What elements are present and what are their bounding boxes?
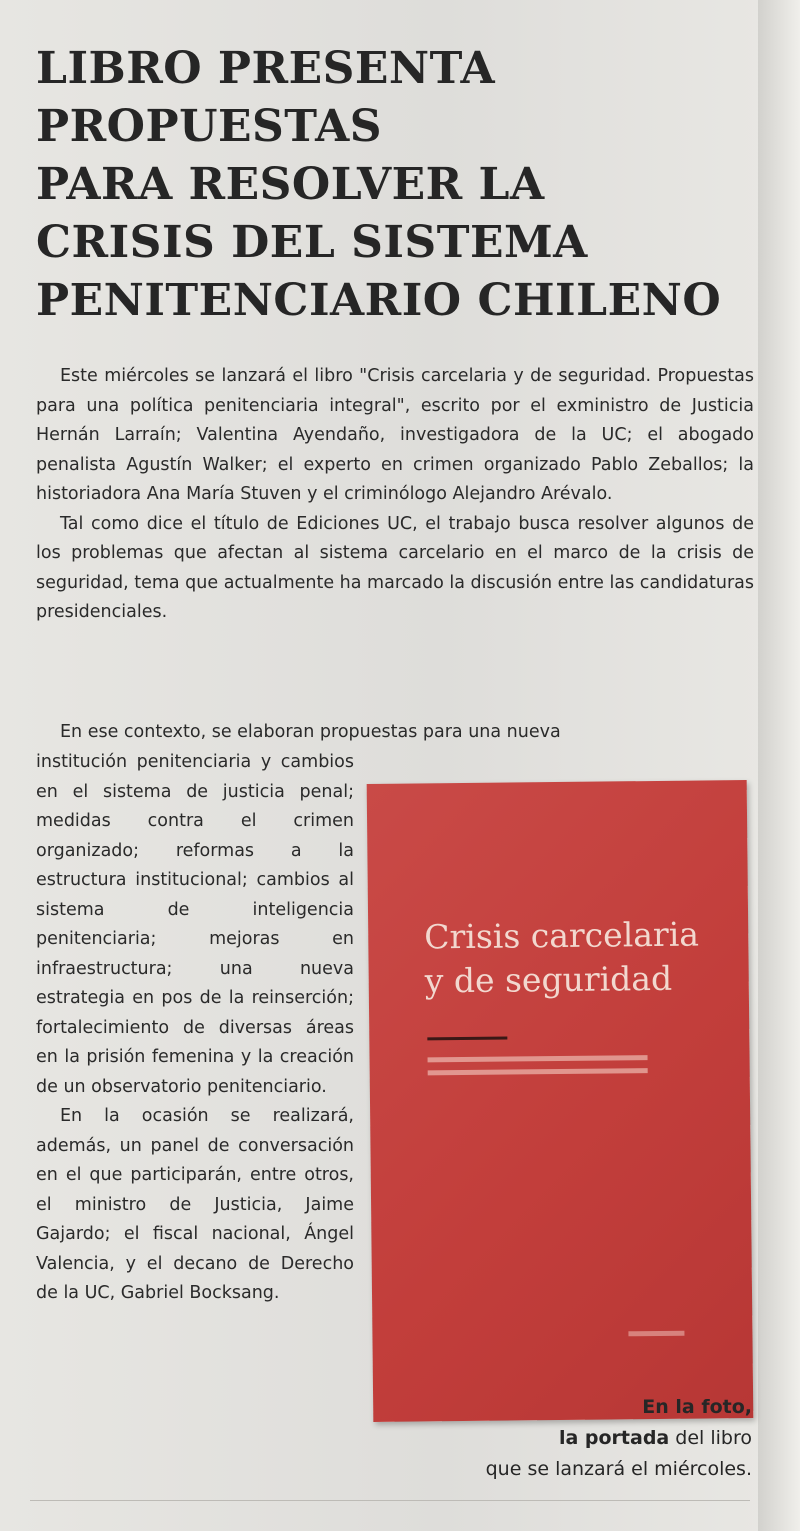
paragraph: En la ocasión se realizará, además, un panel de conversación en el que participarán, entre otros, el ministro de Justicia, Jaime Gajardo; el fiscal nacional, Ángel Valencia, y el decano de Derecho de la UC, Gabriel Bocksang. <box>36 1106 354 1303</box>
book-title-line: y de seguridad <box>424 958 673 1001</box>
book-divider <box>427 1037 507 1041</box>
caption-bold: En la foto, <box>642 1396 752 1418</box>
book-subtitle-blur <box>428 1055 648 1091</box>
book-title <box>424 912 725 1003</box>
photo-caption <box>412 1392 752 1485</box>
headline-line: PROPUESTAS <box>36 101 382 152</box>
paragraph: Tal como dice el título de Ediciones UC, el trabajo busca resolver algunos de los problemas que afectan al sistema carcelario en el marco de la crisis de seguridad, tema que actualmente ha marcado la discusión entre las candidaturas presidenciales. <box>36 513 755 622</box>
paragraph-intro-line: En ese contexto, se elaboran propuestas para una nueva <box>60 722 561 742</box>
caption-text: del libro <box>669 1427 752 1449</box>
headline-line: PARA RESOLVER LA <box>36 159 545 210</box>
headline <box>36 40 736 330</box>
headline-line: CRISIS DEL SISTEMA <box>36 217 588 268</box>
book-title-line: Crisis carcelaria <box>424 914 700 957</box>
caption-bold: la portada <box>558 1427 670 1449</box>
headline-line: LIBRO PRESENTA <box>36 43 496 94</box>
book-cover-photo <box>367 780 754 1422</box>
article-body-column <box>36 748 354 1309</box>
paragraph: Este miércoles se lanzará el libro "Crisis carcelaria y de seguridad. Propuestas para una política penitenciaria integral", escrito por el exministro de Justicia Hernán Larraín; Valentina Ayendaño, investigadora de la UC; el abogado penalista Agustín Walker; el experto en crimen organizado Pablo Zeballos; la historiadora Ana María Stuven y el criminólogo Alejandro Arévalo. <box>36 366 754 504</box>
page-edge <box>758 0 800 1531</box>
headline-line: PENITENCIARIO CHILENO <box>36 275 722 326</box>
book-author-blur <box>628 1331 684 1337</box>
caption-text: que se lanzará el miércoles. <box>485 1458 752 1480</box>
article-body-top <box>36 362 754 628</box>
paragraph: institución penitenciaria y cambios en el sistema de justicia penal; medidas contra el crimen organizado; reformas a la estructura institucional; cambios al sistema de inteligencia penitenciaria; mejoras en infraestructura; una nueva estrategia en pos de la reinserción; fortalecimiento de diversas áreas en la prisión femenina y la creación de un observatorio penitenciario. <box>36 752 354 1097</box>
footer-divider <box>30 1500 750 1501</box>
